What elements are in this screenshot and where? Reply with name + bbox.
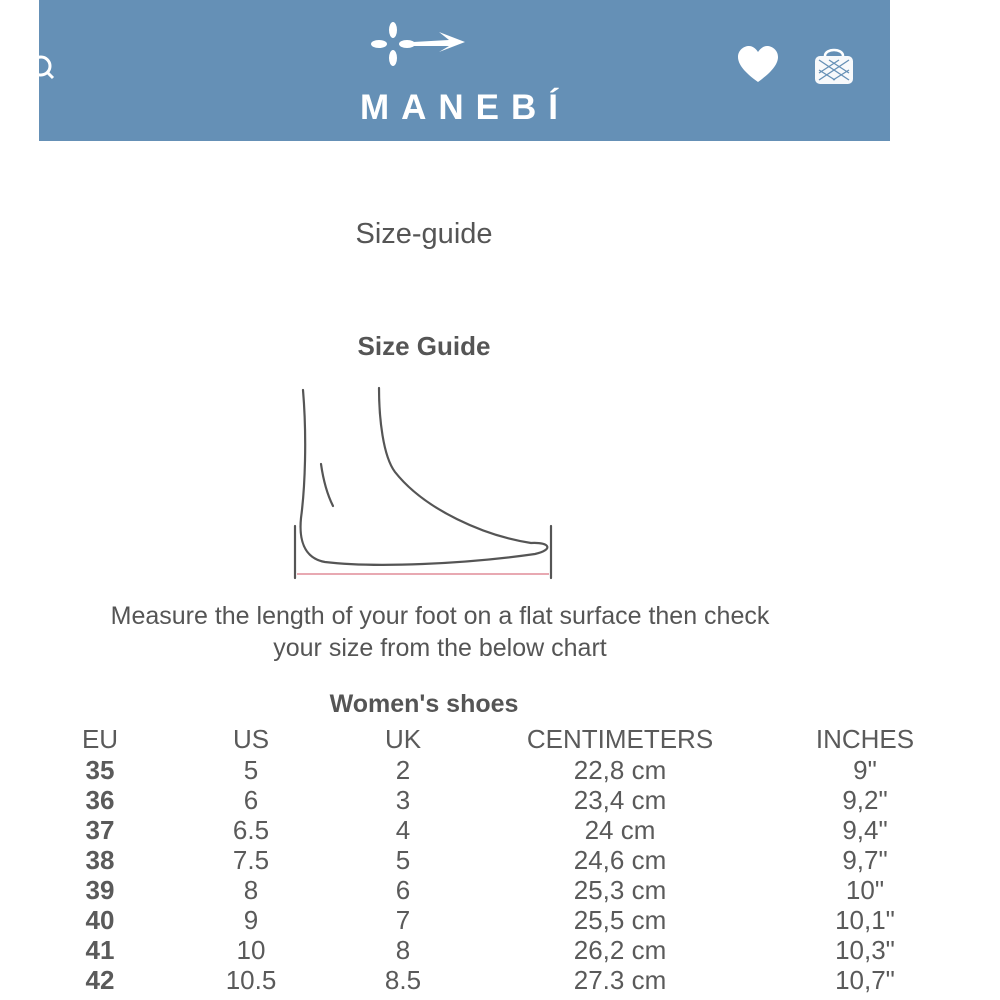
cell-eu: 40	[85, 905, 115, 935]
cell-inches: 9"	[853, 755, 877, 785]
column-header-inches: INCHES	[815, 724, 915, 754]
heart-icon[interactable]	[736, 44, 780, 88]
cell-us: 10	[236, 935, 266, 965]
column-header-uk: UK	[384, 724, 422, 754]
cell-us: 5	[243, 755, 259, 785]
cell-uk: 7	[395, 905, 411, 935]
cell-inches: 9,7"	[842, 845, 888, 875]
measurement-instructions	[30, 600, 850, 664]
cell-inches: 10"	[845, 875, 885, 905]
cell-centimeters: 23,4 cm	[573, 785, 667, 815]
cell-us: 6.5	[232, 815, 270, 845]
instructions-line-2: your size from the below chart	[273, 634, 607, 662]
cell-us: 8	[243, 875, 259, 905]
cell-centimeters: 24,6 cm	[573, 845, 667, 875]
table-row	[0, 815, 1000, 845]
instructions-line-1: Measure the length of your foot on a flat surface then check	[110, 602, 770, 630]
cell-eu: 39	[85, 875, 115, 905]
table-row	[0, 785, 1000, 815]
cell-us: 9	[243, 905, 259, 935]
table-row	[0, 935, 1000, 965]
cell-eu: 41	[85, 935, 115, 965]
column-header-eu: EU	[81, 724, 119, 754]
page-title: Size-guide	[355, 218, 493, 250]
cell-inches: 10,3"	[835, 935, 895, 965]
cell-eu: 42	[85, 965, 115, 995]
site-header	[39, 0, 890, 141]
cell-uk: 8.5	[384, 965, 422, 995]
cell-uk: 4	[395, 815, 411, 845]
cell-centimeters: 27.3 cm	[573, 965, 667, 995]
cell-uk: 3	[395, 785, 411, 815]
cell-centimeters: 25,5 cm	[573, 905, 667, 935]
table-row	[0, 965, 1000, 995]
cell-uk: 2	[395, 755, 411, 785]
cell-us: 10.5	[225, 965, 277, 995]
cell-eu: 37	[85, 815, 115, 845]
foot-measurement-illustration	[285, 378, 565, 583]
cell-eu: 38	[85, 845, 115, 875]
logo-flower-icon	[309, 18, 609, 78]
table-header-row	[0, 724, 1000, 754]
cell-uk: 8	[395, 935, 411, 965]
cell-inches: 10,1"	[835, 905, 895, 935]
column-header-centimeters: CENTIMETERS	[526, 724, 714, 754]
cell-uk: 6	[395, 875, 411, 905]
cell-eu: 36	[85, 785, 115, 815]
cell-centimeters: 22,8 cm	[573, 755, 667, 785]
table-row	[0, 905, 1000, 935]
search-icon[interactable]	[39, 44, 59, 84]
cell-us: 6	[243, 785, 259, 815]
cell-eu: 35	[85, 755, 115, 785]
brand-name: MANEBÍ	[359, 88, 571, 127]
cell-inches: 9,4"	[842, 815, 888, 845]
cell-us: 7.5	[232, 845, 270, 875]
cell-centimeters: 24 cm	[584, 815, 656, 845]
table-row	[0, 755, 1000, 785]
table-title: Women's shoes	[329, 690, 519, 718]
cell-uk: 5	[395, 845, 411, 875]
table-row	[0, 875, 1000, 905]
column-header-us: US	[232, 724, 270, 754]
shopping-bag-icon[interactable]	[810, 42, 858, 90]
cell-inches: 9,2"	[842, 785, 888, 815]
cell-centimeters: 25,3 cm	[573, 875, 667, 905]
table-row	[0, 845, 1000, 875]
cell-centimeters: 26,2 cm	[573, 935, 667, 965]
section-title: Size Guide	[357, 331, 491, 361]
cell-inches: 10,7"	[835, 965, 895, 995]
brand-logo[interactable]	[309, 18, 609, 128]
